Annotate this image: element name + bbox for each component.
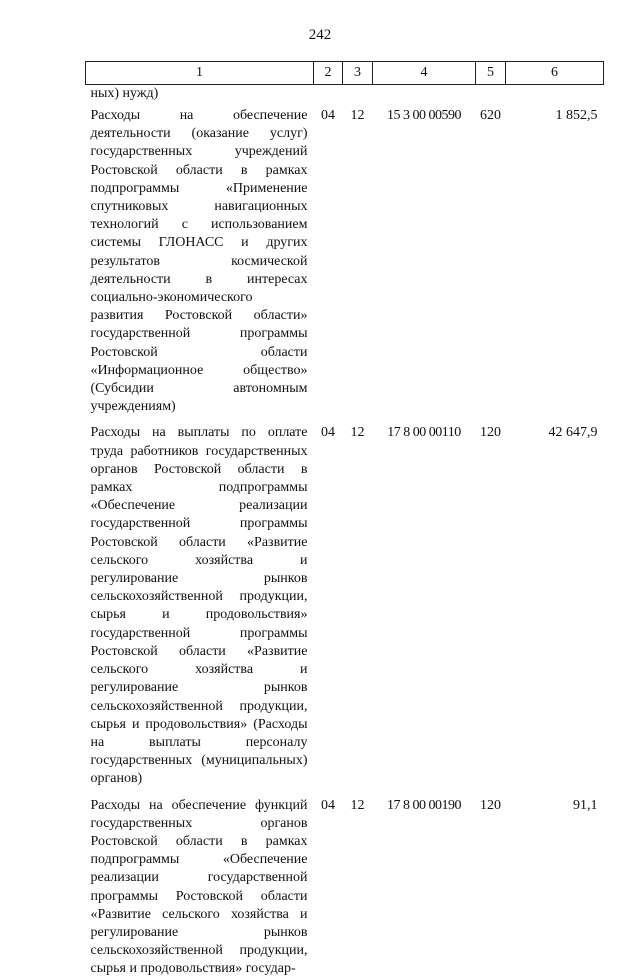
row-subsection: 12 bbox=[350, 425, 365, 441]
row-expense-type: 120 bbox=[480, 425, 501, 441]
header-col-6: 6 bbox=[506, 62, 604, 85]
budget-table bbox=[85, 61, 604, 979]
row-section: 04 bbox=[321, 108, 335, 123]
row-description: Расходы на обеспечение деятельности (оказание услуг) государственных учреждений Ростовской области в рамках подпрограммы «Применение спутниковых навигационных технологий с использованием системы ГЛОНАСС и других результатов космической деятельности в интересах социально-экономического развития Ростовской области» государственной программы Ростовской области «Информационное общество» (Субсидии автономным учреждениям) bbox=[90, 108, 308, 415]
header-col-1: 1 bbox=[86, 62, 314, 85]
table-header-row bbox=[86, 62, 604, 85]
row-target-code: 15 3 00 00590 bbox=[387, 108, 461, 123]
row-amount: 91,1 bbox=[573, 797, 598, 813]
header-col-2: 2 bbox=[314, 62, 343, 85]
header-col-3: 3 bbox=[343, 62, 373, 85]
row-section: 04 bbox=[321, 425, 335, 441]
row-subsection: 12 bbox=[350, 797, 365, 813]
table-row bbox=[86, 103, 604, 416]
row-expense-type: 120 bbox=[480, 797, 501, 813]
row-section: 04 bbox=[321, 797, 335, 813]
table-row bbox=[86, 416, 604, 788]
row-target-code: 17 8 00 00110 bbox=[387, 425, 461, 441]
row-subsection: 12 bbox=[350, 108, 365, 123]
row-expense-type: 620 bbox=[480, 108, 501, 123]
header-col-4: 4 bbox=[373, 62, 476, 85]
page-number: 242 bbox=[308, 27, 332, 43]
row-amount: 1 852,5 bbox=[555, 108, 598, 123]
row-description: Расходы на обеспечение функций государственных органов Ростовской области в рамках подпрограммы «Обеспечение реализации государственной программы Ростовской области «Развитие сельского хозяйства и регулирование рынков сельскохозяйственной продукции, сырья и продовольствия» государ- bbox=[90, 797, 308, 977]
table-row bbox=[86, 789, 604, 979]
row-target-code: 17 8 00 00190 bbox=[387, 797, 461, 813]
row-amount: 42 647,9 bbox=[548, 425, 598, 441]
row-description: Расходы на выплаты по оплате труда работников государственных органов Ростовской области в рамках подпрограммы «Обеспечение реализации государственной программы Ростовской области «Развитие сельского хозяйства и регулирование рынков сельскохозяйственной продукции, сырья и продовольствия» государственной программы Ростовской области «Развитие сельского хозяйства и регулирование рынков сельскохозяйственной продукции, сырья и продовольствия» (Расходы на выплаты персоналу государственных (муниципальных) органов) bbox=[90, 425, 308, 787]
continuation-row bbox=[86, 85, 604, 104]
header-col-5: 5 bbox=[476, 62, 506, 85]
continuation-text: ных) нужд) bbox=[90, 86, 159, 101]
